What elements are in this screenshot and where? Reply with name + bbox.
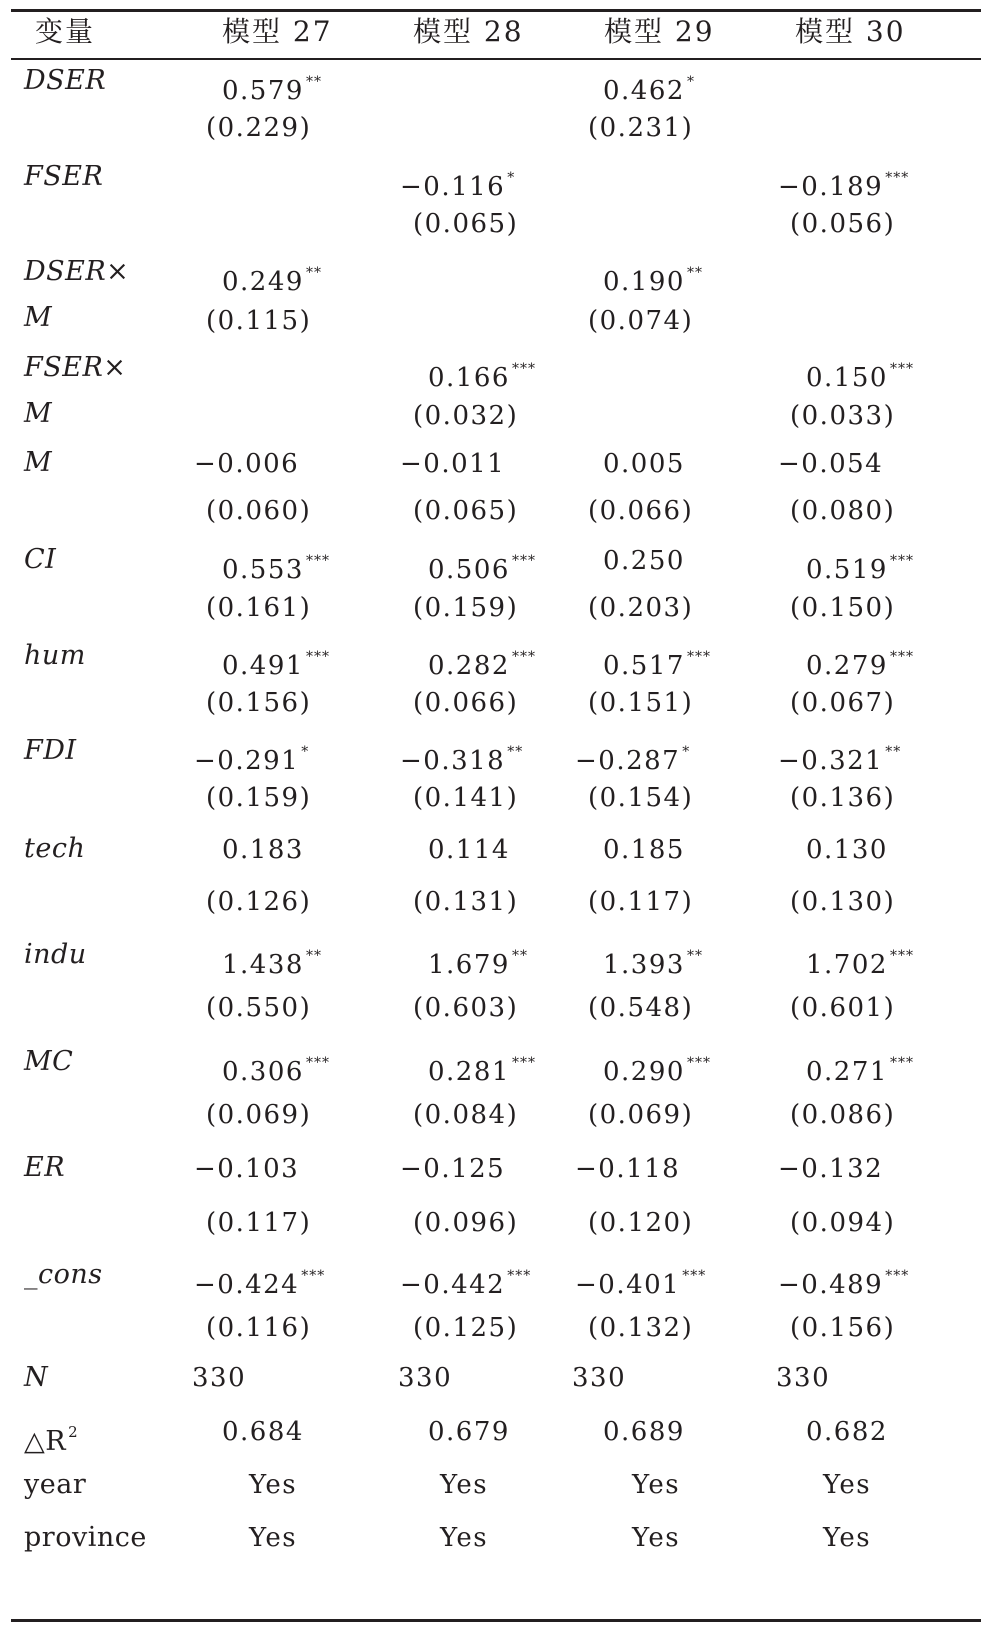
footer-value-cell: 0.684 xyxy=(222,1417,304,1447)
significance-stars: *** xyxy=(682,1268,707,1284)
footer-value-cell: Yes xyxy=(823,1523,872,1553)
coefficient-cell xyxy=(222,941,322,980)
significance-stars: *** xyxy=(511,1055,536,1071)
significance-stars: ** xyxy=(305,265,322,281)
coefficient-value: 0.282 xyxy=(428,651,510,681)
row-label: indu xyxy=(24,939,87,970)
coefficient-cell xyxy=(222,258,322,297)
coefficient-cell xyxy=(400,163,515,202)
coefficient-value: 0.130 xyxy=(806,835,888,865)
footer-label xyxy=(24,1363,48,1393)
significance-stars: * xyxy=(507,170,516,186)
coefficient-value: −0.125 xyxy=(400,1154,506,1184)
standard-error-cell: (0.126) xyxy=(206,887,312,917)
standard-error-cell: (0.033) xyxy=(790,401,896,431)
standard-error-cell: (0.125) xyxy=(413,1313,519,1343)
standard-error-cell: (0.601) xyxy=(790,993,896,1023)
coefficient-value: 0.506 xyxy=(428,555,510,585)
standard-error-cell: (0.066) xyxy=(413,688,519,718)
footer-value-cell: Yes xyxy=(440,1470,489,1500)
coefficient-cell xyxy=(806,546,914,585)
coefficient-value: −0.321 xyxy=(778,746,884,776)
footer-value-cell: Yes xyxy=(249,1523,298,1553)
coefficient-value: −0.287 xyxy=(575,746,681,776)
footer-value-cell: 330 xyxy=(572,1363,627,1393)
coefficient-value: −0.424 xyxy=(194,1270,300,1300)
coefficient-cell xyxy=(428,1048,536,1087)
standard-error-cell: (0.086) xyxy=(790,1100,896,1130)
standard-error-cell: (0.159) xyxy=(413,593,519,623)
footer-label-text: N xyxy=(24,1362,49,1393)
row-label: CI xyxy=(24,544,57,575)
footer-value-cell: Yes xyxy=(249,1470,298,1500)
coefficient-cell xyxy=(222,642,330,681)
row-label: MC xyxy=(24,1046,74,1077)
coefficient-value: 0.250 xyxy=(603,546,685,576)
coefficient-cell xyxy=(194,1261,325,1300)
significance-stars: *** xyxy=(885,1268,910,1284)
standard-error-cell: (0.067) xyxy=(790,688,896,718)
coefficient-value: 0.281 xyxy=(428,1057,510,1087)
standard-error-cell: (0.117) xyxy=(588,887,694,917)
standard-error-cell: (0.150) xyxy=(790,593,896,623)
standard-error-cell: (0.065) xyxy=(413,496,519,526)
footer-label-text: year xyxy=(24,1469,87,1500)
significance-stars: ** xyxy=(686,948,703,964)
coefficient-cell xyxy=(222,1048,330,1087)
significance-stars: *** xyxy=(305,553,330,569)
standard-error-cell: (0.131) xyxy=(413,887,519,917)
significance-stars: *** xyxy=(507,1268,532,1284)
significance-stars: ** xyxy=(686,265,703,281)
row-label: M xyxy=(24,447,53,478)
footer-value-cell: Yes xyxy=(440,1523,489,1553)
coefficient-value: −0.442 xyxy=(400,1270,506,1300)
row-label: FDI xyxy=(24,735,77,766)
coefficient-cell xyxy=(603,449,685,479)
coefficient-value: 0.190 xyxy=(603,267,685,297)
significance-stars: * xyxy=(301,744,310,760)
standard-error-cell: (0.096) xyxy=(413,1208,519,1238)
table-top-rule xyxy=(11,9,981,12)
significance-stars: *** xyxy=(885,170,910,186)
footer-value-cell: 0.682 xyxy=(806,1417,888,1447)
row-label: _cons xyxy=(24,1259,103,1290)
coefficient-value: 0.290 xyxy=(603,1057,685,1087)
significance-stars: *** xyxy=(305,1055,330,1071)
standard-error-cell: (0.603) xyxy=(413,993,519,1023)
coefficient-value: 1.702 xyxy=(806,950,888,980)
coefficient-cell xyxy=(222,67,322,106)
footer-value-cell: 330 xyxy=(192,1363,247,1393)
header-model-27: 模型 27 xyxy=(222,15,333,48)
standard-error-cell: (0.156) xyxy=(790,1313,896,1343)
coefficient-cell xyxy=(575,737,690,776)
significance-stars: *** xyxy=(889,553,914,569)
coefficient-cell xyxy=(603,642,711,681)
coefficient-cell xyxy=(400,737,523,776)
coefficient-cell xyxy=(194,737,309,776)
row-label-continued: M xyxy=(24,398,53,429)
standard-error-cell: (0.074) xyxy=(588,306,694,336)
coefficient-value: 1.438 xyxy=(222,950,304,980)
standard-error-cell: (0.115) xyxy=(206,306,312,336)
significance-stars: *** xyxy=(511,361,536,377)
header-model-29: 模型 29 xyxy=(604,15,715,48)
row-label: FSER× xyxy=(24,352,127,383)
row-label: FSER xyxy=(24,161,104,192)
standard-error-cell: (0.231) xyxy=(588,113,694,143)
standard-error-cell: (0.116) xyxy=(206,1313,312,1343)
coefficient-value: 0.114 xyxy=(428,835,510,865)
row-label-continued: M xyxy=(24,302,53,333)
footer-value-cell: Yes xyxy=(823,1470,872,1500)
coefficient-cell xyxy=(400,1154,505,1184)
coefficient-cell xyxy=(428,354,536,393)
significance-stars: *** xyxy=(511,553,536,569)
coefficient-cell xyxy=(222,546,330,585)
coefficient-cell xyxy=(603,1048,711,1087)
coefficient-value: −0.054 xyxy=(778,449,884,479)
coefficient-cell xyxy=(194,1154,299,1184)
header-model-30: 模型 30 xyxy=(795,15,906,48)
standard-error-cell: (0.065) xyxy=(413,209,519,239)
standard-error-cell: (0.117) xyxy=(206,1208,312,1238)
coefficient-cell xyxy=(806,642,914,681)
coefficient-value: −0.189 xyxy=(778,172,884,202)
coefficient-value: −0.011 xyxy=(400,449,506,479)
standard-error-cell: (0.032) xyxy=(413,401,519,431)
coefficient-value: 0.166 xyxy=(428,363,510,393)
coefficient-value: 0.271 xyxy=(806,1057,888,1087)
coefficient-value: −0.132 xyxy=(778,1154,884,1184)
significance-stars: ** xyxy=(305,948,322,964)
standard-error-cell: (0.060) xyxy=(206,496,312,526)
footer-value-cell: Yes xyxy=(632,1470,681,1500)
standard-error-cell: (0.069) xyxy=(206,1100,312,1130)
coefficient-cell xyxy=(603,546,685,576)
coefficient-value: 0.462 xyxy=(603,76,685,106)
coefficient-value: −0.489 xyxy=(778,1270,884,1300)
coefficient-value: 0.579 xyxy=(222,76,304,106)
coefficient-value: −0.291 xyxy=(194,746,300,776)
coefficient-value: 0.150 xyxy=(806,363,888,393)
coefficient-cell xyxy=(806,835,888,865)
significance-stars: *** xyxy=(305,649,330,665)
footer-label xyxy=(24,1417,79,1457)
significance-stars: *** xyxy=(686,649,711,665)
coefficient-value: −0.116 xyxy=(400,172,506,202)
header-model-28: 模型 28 xyxy=(413,15,524,48)
significance-stars: *** xyxy=(889,948,914,964)
coefficient-value: 0.279 xyxy=(806,651,888,681)
coefficient-cell xyxy=(778,449,883,479)
standard-error-cell: (0.120) xyxy=(588,1208,694,1238)
coefficient-cell xyxy=(778,737,901,776)
coefficient-cell xyxy=(603,835,685,865)
standard-error-cell: (0.159) xyxy=(206,783,312,813)
coefficient-cell xyxy=(778,163,909,202)
row-label: DSER xyxy=(24,65,107,96)
standard-error-cell: (0.161) xyxy=(206,593,312,623)
coefficient-cell xyxy=(575,1154,680,1184)
significance-stars: ** xyxy=(511,948,528,964)
coefficient-cell xyxy=(603,941,703,980)
significance-stars: *** xyxy=(889,649,914,665)
significance-stars: ** xyxy=(305,74,322,90)
coefficient-value: 0.517 xyxy=(603,651,685,681)
coefficient-value: −0.318 xyxy=(400,746,506,776)
standard-error-cell: (0.550) xyxy=(206,993,312,1023)
coefficient-value: 0.005 xyxy=(603,449,685,479)
standard-error-cell: (0.056) xyxy=(790,209,896,239)
standard-error-cell: (0.156) xyxy=(206,688,312,718)
standard-error-cell: (0.136) xyxy=(790,783,896,813)
footer-label xyxy=(24,1523,147,1553)
significance-stars: * xyxy=(686,74,695,90)
coefficient-cell xyxy=(778,1154,883,1184)
standard-error-cell: (0.229) xyxy=(206,113,312,143)
footer-value-cell: 0.679 xyxy=(428,1417,510,1447)
coefficient-value: 0.491 xyxy=(222,651,304,681)
coefficient-value: −0.118 xyxy=(575,1154,681,1184)
significance-stars: *** xyxy=(889,1055,914,1071)
standard-error-cell: (0.094) xyxy=(790,1208,896,1238)
coefficient-cell xyxy=(400,449,505,479)
standard-error-cell: (0.548) xyxy=(588,993,694,1023)
row-label: tech xyxy=(24,833,86,864)
coefficient-value: 0.306 xyxy=(222,1057,304,1087)
significance-stars: *** xyxy=(686,1055,711,1071)
significance-stars: ** xyxy=(507,744,524,760)
significance-stars: *** xyxy=(301,1268,326,1284)
significance-stars: * xyxy=(682,744,691,760)
coefficient-cell xyxy=(222,835,304,865)
footer-value-cell: 0.689 xyxy=(603,1417,685,1447)
coefficient-cell xyxy=(778,1261,909,1300)
footer-value-cell: Yes xyxy=(632,1523,681,1553)
coefficient-value: 0.185 xyxy=(603,835,685,865)
footer-label-text: province xyxy=(24,1522,147,1553)
standard-error-cell: (0.130) xyxy=(790,887,896,917)
row-label: DSER× xyxy=(24,256,130,287)
significance-stars: ** xyxy=(885,744,902,760)
coefficient-value: 0.519 xyxy=(806,555,888,585)
coefficient-cell xyxy=(428,941,528,980)
coefficient-cell xyxy=(806,941,914,980)
standard-error-cell: (0.151) xyxy=(588,688,694,718)
standard-error-cell: (0.141) xyxy=(413,783,519,813)
significance-stars: *** xyxy=(889,361,914,377)
coefficient-cell xyxy=(400,1261,531,1300)
standard-error-cell: (0.132) xyxy=(588,1313,694,1343)
footer-value-cell: 330 xyxy=(398,1363,453,1393)
coefficient-value: −0.103 xyxy=(194,1154,300,1184)
row-label: ER xyxy=(24,1152,66,1183)
standard-error-cell: (0.066) xyxy=(588,496,694,526)
table-bottom-rule xyxy=(11,1619,981,1622)
standard-error-cell: (0.080) xyxy=(790,496,896,526)
coefficient-cell xyxy=(603,67,695,106)
standard-error-cell: (0.154) xyxy=(588,783,694,813)
coefficient-value: 1.393 xyxy=(603,950,685,980)
coefficient-cell xyxy=(428,546,536,585)
footer-value-cell: 330 xyxy=(776,1363,831,1393)
footer-label-text: △R xyxy=(24,1426,67,1457)
coefficient-cell xyxy=(575,1261,706,1300)
coefficient-value: 0.249 xyxy=(222,267,304,297)
coefficient-value: −0.401 xyxy=(575,1270,681,1300)
header-variable: 变量 xyxy=(35,15,96,48)
table-header-rule xyxy=(11,58,981,60)
coefficient-cell xyxy=(428,642,536,681)
coefficient-value: 0.183 xyxy=(222,835,304,865)
significance-stars: *** xyxy=(511,649,536,665)
coefficient-cell xyxy=(806,1048,914,1087)
coefficient-value: 0.553 xyxy=(222,555,304,585)
row-label: hum xyxy=(24,640,86,671)
coefficient-cell xyxy=(428,835,510,865)
standard-error-cell: (0.203) xyxy=(588,593,694,623)
footer-label-superscript: 2 xyxy=(68,1423,79,1441)
coefficient-cell xyxy=(806,354,914,393)
coefficient-cell xyxy=(194,449,299,479)
coefficient-cell xyxy=(603,258,703,297)
footer-label xyxy=(24,1470,86,1500)
coefficient-value: −0.006 xyxy=(194,449,300,479)
coefficient-value: 1.679 xyxy=(428,950,510,980)
standard-error-cell: (0.069) xyxy=(588,1100,694,1130)
standard-error-cell: (0.084) xyxy=(413,1100,519,1130)
